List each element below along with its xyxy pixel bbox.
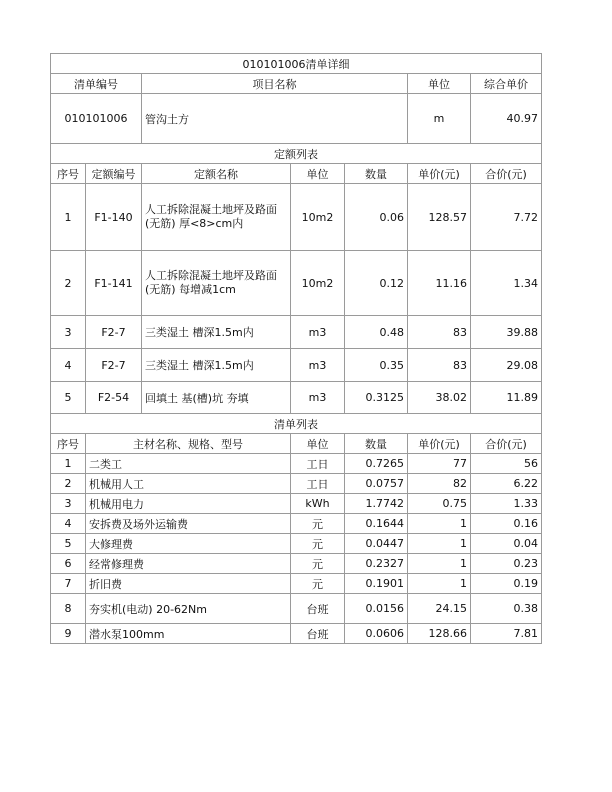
quota-col-unit: 单位: [291, 164, 345, 184]
material-unit: 元: [291, 514, 345, 534]
quota-col-qty: 数量: [345, 164, 408, 184]
material-total: 0.23: [471, 554, 542, 574]
material-total: 56: [471, 454, 542, 474]
material-row: [51, 494, 542, 514]
quota-code: F1-141: [86, 251, 142, 316]
material-row: [51, 554, 542, 574]
col-unit-label: 单位: [408, 74, 471, 94]
material-row: [51, 514, 542, 534]
material-price: 24.15: [408, 594, 471, 624]
materials-col-qty: 数量: [345, 434, 408, 454]
quota-col-price: 单价(元): [408, 164, 471, 184]
material-qty: 0.1901: [345, 574, 408, 594]
material-name: 大修理费: [86, 534, 291, 554]
quota-row: [51, 251, 542, 316]
bill-unit: m: [408, 94, 471, 144]
col-code-label: 清单编号: [51, 74, 142, 94]
quota-col-no: 序号: [51, 164, 86, 184]
material-no: 5: [51, 534, 86, 554]
material-no: 4: [51, 514, 86, 534]
material-name: 机械用电力: [86, 494, 291, 514]
col-price-label: 综合单价: [471, 74, 542, 94]
quota-qty: 0.06: [345, 184, 408, 251]
quota-name: 三类湿土 槽深1.5m内: [142, 316, 291, 349]
material-unit: 工日: [291, 474, 345, 494]
quota-row: [51, 316, 542, 349]
material-unit: kWh: [291, 494, 345, 514]
quota-total: 1.34: [471, 251, 542, 316]
material-total: 7.81: [471, 624, 542, 644]
bill-name: 管沟土方: [142, 94, 408, 144]
materials-section-row: [51, 414, 542, 434]
material-no: 9: [51, 624, 86, 644]
quota-row: [51, 184, 542, 251]
material-total: 1.33: [471, 494, 542, 514]
materials-header-row: [51, 434, 542, 454]
quota-header-row: [51, 164, 542, 184]
quota-unit: m3: [291, 316, 345, 349]
quota-qty: 0.3125: [345, 382, 408, 414]
quota-no: 4: [51, 349, 86, 382]
quota-unit: m3: [291, 382, 345, 414]
material-total: 0.04: [471, 534, 542, 554]
materials-col-name: 主材名称、规格、型号: [86, 434, 291, 454]
header-value-row: [51, 94, 542, 144]
quota-name: 人工拆除混凝土地坪及路面(无筋) 每增减1cm: [142, 251, 291, 316]
quota-no: 1: [51, 184, 86, 251]
material-unit: 元: [291, 574, 345, 594]
header-label-row: [51, 74, 542, 94]
material-total: 0.19: [471, 574, 542, 594]
quota-price: 83: [408, 349, 471, 382]
quota-code: F2-7: [86, 316, 142, 349]
material-row: [51, 474, 542, 494]
material-qty: 0.7265: [345, 454, 408, 474]
quota-price: 83: [408, 316, 471, 349]
bill-code: 010101006: [51, 94, 142, 144]
quota-no: 5: [51, 382, 86, 414]
material-total: 0.38: [471, 594, 542, 624]
quota-qty: 0.12: [345, 251, 408, 316]
col-name-label: 项目名称: [142, 74, 408, 94]
quota-qty: 0.35: [345, 349, 408, 382]
quota-no: 2: [51, 251, 86, 316]
material-name: 二类工: [86, 454, 291, 474]
material-row: [51, 454, 542, 474]
quota-total: 7.72: [471, 184, 542, 251]
material-qty: 0.0757: [345, 474, 408, 494]
material-row: [51, 574, 542, 594]
material-price: 1: [408, 574, 471, 594]
material-unit: 元: [291, 554, 345, 574]
material-price: 82: [408, 474, 471, 494]
quota-name: 人工拆除混凝土地坪及路面(无筋) 厚<8>cm内: [142, 184, 291, 251]
quota-price: 38.02: [408, 382, 471, 414]
materials-section-title: 清单列表: [51, 414, 542, 434]
quota-code: F1-140: [86, 184, 142, 251]
material-unit: 台班: [291, 624, 345, 644]
materials-col-unit: 单位: [291, 434, 345, 454]
materials-col-total: 合价(元): [471, 434, 542, 454]
quota-col-name: 定额名称: [142, 164, 291, 184]
material-price: 77: [408, 454, 471, 474]
quota-no: 3: [51, 316, 86, 349]
quota-row: [51, 382, 542, 414]
material-no: 1: [51, 454, 86, 474]
quota-total: 29.08: [471, 349, 542, 382]
material-price: 1: [408, 554, 471, 574]
quota-qty: 0.48: [345, 316, 408, 349]
material-qty: 0.0156: [345, 594, 408, 624]
materials-col-price: 单价(元): [408, 434, 471, 454]
material-no: 6: [51, 554, 86, 574]
quota-unit: 10m2: [291, 184, 345, 251]
quota-unit: m3: [291, 349, 345, 382]
material-no: 3: [51, 494, 86, 514]
quota-total: 39.88: [471, 316, 542, 349]
material-name: 安拆费及场外运输费: [86, 514, 291, 534]
material-unit: 元: [291, 534, 345, 554]
quota-unit: 10m2: [291, 251, 345, 316]
quota-code: F2-54: [86, 382, 142, 414]
material-no: 8: [51, 594, 86, 624]
material-total: 0.16: [471, 514, 542, 534]
quota-price: 128.57: [408, 184, 471, 251]
material-qty: 0.2327: [345, 554, 408, 574]
materials-col-no: 序号: [51, 434, 86, 454]
material-no: 7: [51, 574, 86, 594]
material-unit: 台班: [291, 594, 345, 624]
material-name: 机械用人工: [86, 474, 291, 494]
material-qty: 0.0606: [345, 624, 408, 644]
bill-detail-table: [50, 53, 542, 644]
quota-name: 回填土 基(槽)坑 夯填: [142, 382, 291, 414]
table-title: 010101006清单详细: [51, 54, 542, 74]
quota-total: 11.89: [471, 382, 542, 414]
bill-price: 40.97: [471, 94, 542, 144]
material-row: [51, 594, 542, 624]
material-row: [51, 534, 542, 554]
material-qty: 0.0447: [345, 534, 408, 554]
material-name: 折旧费: [86, 574, 291, 594]
material-price: 1: [408, 514, 471, 534]
material-total: 6.22: [471, 474, 542, 494]
material-no: 2: [51, 474, 86, 494]
material-price: 0.75: [408, 494, 471, 514]
title-row: [51, 54, 542, 74]
material-name: 夯实机(电动) 20-62Nm: [86, 594, 291, 624]
quota-price: 11.16: [408, 251, 471, 316]
quota-name: 三类湿土 槽深1.5m内: [142, 349, 291, 382]
material-price: 128.66: [408, 624, 471, 644]
material-qty: 0.1644: [345, 514, 408, 534]
quota-col-total: 合价(元): [471, 164, 542, 184]
quota-section-row: [51, 144, 542, 164]
quota-section-title: 定额列表: [51, 144, 542, 164]
material-name: 潜水泵100mm: [86, 624, 291, 644]
material-qty: 1.7742: [345, 494, 408, 514]
material-name: 经常修理费: [86, 554, 291, 574]
quota-col-code: 定额编号: [86, 164, 142, 184]
material-price: 1: [408, 534, 471, 554]
quota-code: F2-7: [86, 349, 142, 382]
material-unit: 工日: [291, 454, 345, 474]
quota-row: [51, 349, 542, 382]
material-row: [51, 624, 542, 644]
